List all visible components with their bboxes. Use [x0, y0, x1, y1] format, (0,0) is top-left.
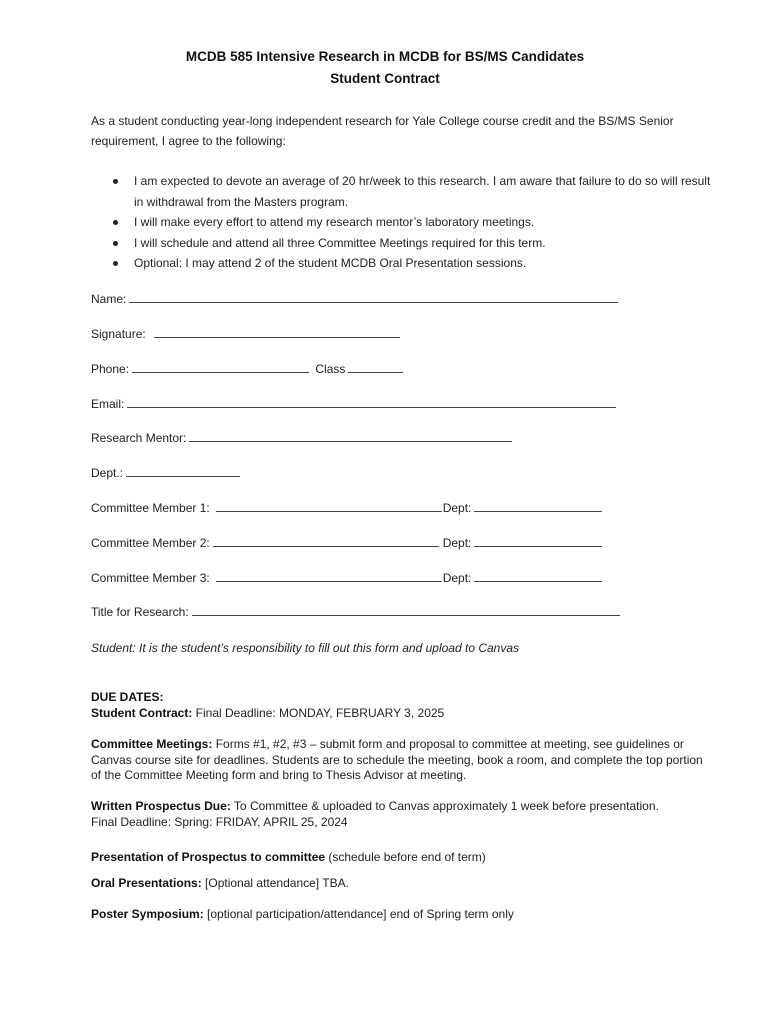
poster-symposium-info: [91, 907, 716, 923]
written-prospectus-label: Written Prospectus Due:: [91, 799, 231, 813]
committee-member-3-blank[interactable]: [216, 570, 442, 582]
list-item: [91, 171, 721, 212]
bullet-icon: [113, 241, 118, 246]
dept-blank[interactable]: [126, 465, 240, 477]
mentor-blank[interactable]: [189, 430, 512, 442]
intro-paragraph: As a student conducting year-long independent research for Yale College course credit and the BS/MS Senior requirement, I agree to the following:: [91, 114, 674, 148]
presentation-prospectus-label: Presentation of Prospectus to committee: [91, 850, 326, 864]
email-field-row: [91, 396, 616, 411]
committee-member-3-dept-blank[interactable]: [474, 570, 602, 582]
committee-member-2-dept-blank[interactable]: [474, 535, 602, 547]
committee-member-2-label: Committee Member 2:: [91, 536, 210, 550]
dept-label: Dept.:: [91, 466, 124, 480]
bullet-icon: [113, 261, 118, 266]
committee-member-1-blank[interactable]: [216, 500, 442, 512]
committee-member-1-row: [91, 500, 602, 515]
agreement-list: [91, 171, 721, 274]
committee-member-1-dept-blank[interactable]: [474, 500, 602, 512]
list-item: [91, 212, 721, 233]
mentor-field-row: [91, 430, 512, 445]
bullet-icon: [113, 179, 118, 184]
signature-field-row: [91, 326, 400, 341]
oral-presentations-label: Oral Presentations:: [91, 876, 202, 890]
phone-label: Phone:: [91, 362, 130, 376]
written-prospectus-info: [91, 799, 716, 830]
list-item: [91, 253, 721, 274]
phone-field-row: [91, 361, 403, 376]
student-note: Student: It is the student’s responsibility to fill out this form and upload to Canvas: [91, 641, 520, 655]
email-label: Email:: [91, 397, 125, 411]
signature-label: Signature:: [91, 327, 146, 341]
signature-blank[interactable]: [154, 326, 400, 338]
oral-presentations-info: [91, 876, 716, 892]
student-contract-label: Student Contract:: [91, 706, 193, 720]
bullet-icon: [113, 220, 118, 225]
presentation-prospectus-text: (schedule before end of term): [325, 850, 486, 864]
list-item-text: I will make every effort to attend my research mentor’s laboratory meetings.: [134, 215, 535, 229]
written-prospectus-text: To Committee & uploaded to Canvas approximately 1 week before presentation.: [230, 799, 659, 813]
committee-member-3-row: [91, 570, 602, 585]
written-prospectus-deadline: Final Deadline: Spring: FRIDAY, APRIL 25, 2024: [91, 814, 348, 829]
list-item-text: Optional: I may attend 2 of the student MCDB Oral Presentation sessions.: [134, 256, 527, 270]
list-item: [91, 233, 721, 254]
due-dates-heading: DUE DATES:: [91, 690, 164, 704]
presentation-prospectus-info: [91, 850, 716, 866]
poster-symposium-label: Poster Symposium:: [91, 907, 204, 921]
committee-member-2-row: [91, 535, 602, 550]
student-contract-text: Final Deadline: MONDAY, FEBRUARY 3, 2025: [192, 706, 445, 720]
research-title-blank[interactable]: [192, 604, 620, 616]
committee-member-3-label: Committee Member 3:: [91, 571, 210, 585]
class-label: Class: [315, 362, 346, 376]
committee-member-2-blank[interactable]: [213, 535, 439, 547]
email-blank[interactable]: [127, 396, 616, 408]
list-item-text: I am expected to devote an average of 20 hr/week to this research. I am aware that failure to do so will result in withdrawal from the Masters program.: [134, 174, 711, 209]
committee-member-2-dept-label: Dept:: [442, 536, 472, 550]
research-title-row: [91, 604, 620, 619]
name-blank[interactable]: [129, 291, 618, 303]
document-title: MCDB 585 Intensive Research in MCDB for BS/MS Candidates: [185, 49, 585, 64]
mentor-label: Research Mentor:: [91, 431, 187, 445]
class-blank[interactable]: [348, 361, 403, 373]
committee-member-1-label: Committee Member 1:: [91, 501, 210, 515]
name-label: Name:: [91, 292, 127, 306]
document-subtitle: Student Contract: [330, 71, 440, 86]
committee-member-1-dept-label: Dept:: [442, 501, 472, 515]
oral-presentations-text: [Optional attendance] TBA.: [201, 876, 349, 890]
committee-meetings-label: Committee Meetings:: [91, 737, 213, 751]
poster-symposium-text: [optional participation/attendance] end of Spring term only: [203, 907, 514, 921]
name-field-row: [91, 291, 618, 306]
research-title-label: Title for Research:: [91, 605, 189, 619]
committee-meetings-info: [91, 737, 716, 784]
phone-blank[interactable]: [132, 361, 309, 373]
committee-member-3-dept-label: Dept:: [442, 571, 472, 585]
student-contract-deadline: [91, 706, 716, 722]
dept-field-row: [91, 465, 240, 480]
committee-meetings-text: Forms #1, #2, #3 – submit form and proposal to committee at meeting, see guidelines or Canvas course site for deadlines. Students are to schedule the meeting, book a room, and complete the top portion of the Committee Meeting form and bring to Thesis Advisor at meeting.: [91, 737, 703, 782]
list-item-text: I will schedule and attend all three Committee Meetings required for this term.: [134, 235, 546, 250]
